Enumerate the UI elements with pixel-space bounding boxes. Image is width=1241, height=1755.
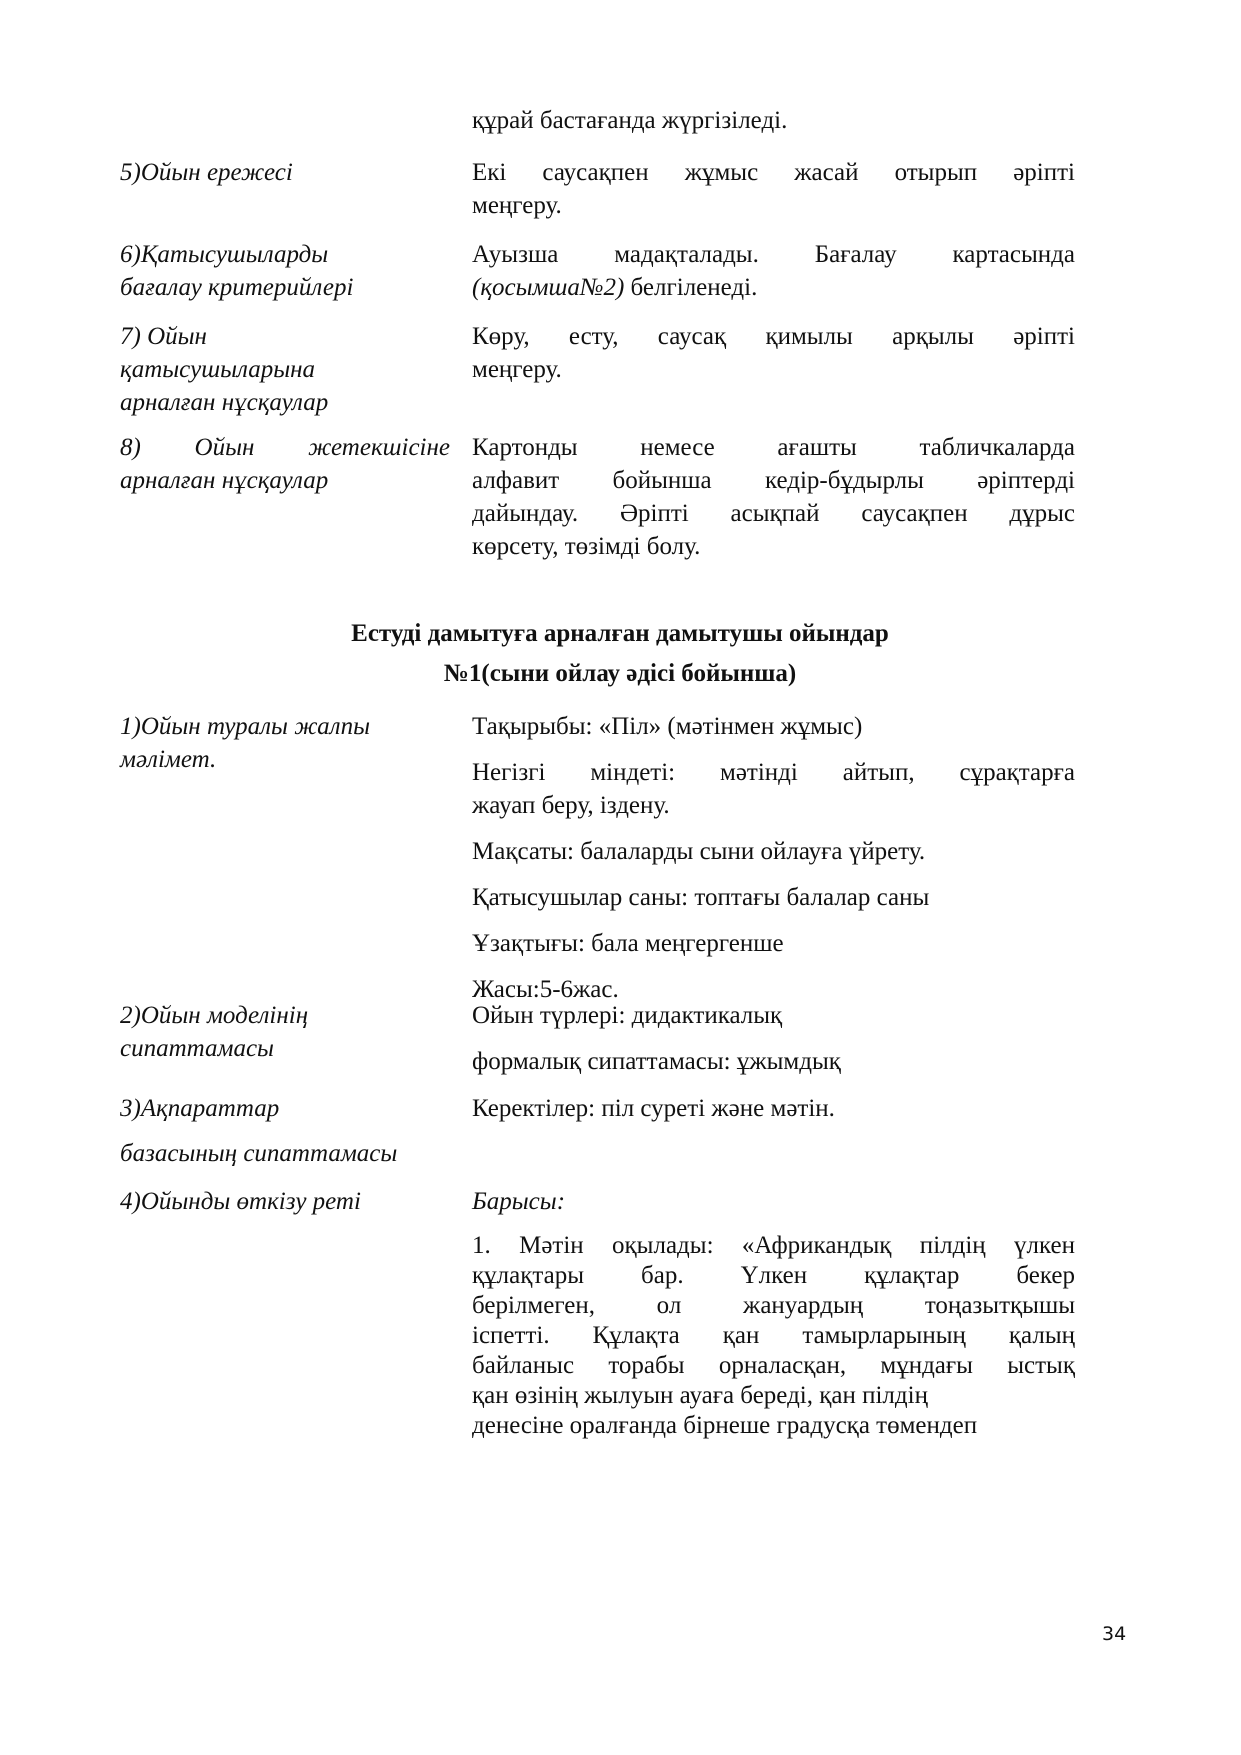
text-line: Керектілер: піл суреті және мәтін. — [472, 1095, 835, 1122]
row-value — [472, 710, 1075, 1006]
text-line: Картонды немесе ағашты табличкаларда — [472, 434, 1075, 461]
section-subheading: №1(сыни ойлау әдісі бойынша) — [443, 660, 797, 687]
label-line: 1)Ойын туралы жалпы — [120, 713, 370, 740]
row-label: 5)Ойын ережесі — [120, 159, 293, 186]
text-line: меңгеру. — [472, 356, 562, 383]
text-line: жауап беру, іздену. — [472, 792, 670, 819]
label-line: қатысушыларына — [120, 356, 316, 383]
row-value — [472, 156, 1075, 222]
paragraph — [472, 927, 1075, 960]
text-line: іспетті. Құлақта қан тамырларының қалың — [472, 1322, 1075, 1349]
row-label — [120, 1092, 450, 1170]
page-number: 34 — [1102, 1623, 1127, 1645]
paragraph — [472, 710, 1075, 743]
text-line: Негізгі міндеті: мәтінді айтып, сұрақтарға — [472, 759, 1075, 786]
row-value — [472, 320, 1075, 386]
text-line: көрсету, төзімді болу. — [472, 533, 701, 560]
label-line: бағалау критерийлері — [120, 274, 354, 301]
row-label — [120, 1185, 450, 1218]
row-label — [120, 238, 450, 304]
text-line: формалық сипаттамасы: ұжымдық — [472, 1048, 841, 1075]
text-line: құлақтары бар. Үлкен құлақтар бекер — [472, 1262, 1075, 1289]
label-line: мәлімет. — [120, 746, 217, 773]
text-line: Екі саусақпен жұмыс жасай отырып әріпті — [472, 159, 1075, 186]
paragraph — [472, 756, 1075, 822]
text-line: Көру, есту, саусақ қимылы арқылы әріпті — [472, 323, 1075, 350]
paragraph — [472, 1092, 1075, 1125]
label-line: базасының сипаттамасы — [120, 1140, 398, 1167]
section-heading: Естуді дамытуға арналған дамытушы ойындар — [351, 620, 889, 647]
text-line: денесіне оралғанда бірнеше градусқа төмендеп — [472, 1412, 978, 1439]
row-value — [472, 1185, 1075, 1441]
row-label — [120, 999, 450, 1065]
appendix-ref: (қосымша№2) — [472, 274, 625, 301]
text-line: Ауызша мадақталады. Бағалау картасында — [472, 241, 1075, 268]
row-value — [472, 999, 1075, 1078]
label-line: 2)Ойын моделінің — [120, 1002, 309, 1029]
text-line: Жасы:5-6жас. — [472, 976, 619, 1003]
text-line: байланыс торабы орналасқан, мұндағы ыстық — [472, 1352, 1075, 1379]
text-fragment: белгіленеді. — [624, 274, 758, 301]
text-line: берілмеген, ол жануардың тоңазытқышы — [472, 1292, 1075, 1319]
text-line: Ойын түрлері: дидактикалық — [472, 1002, 783, 1029]
continuation-text: құрай бастағанда жүргізіледі. — [472, 107, 788, 134]
text-line: Ұзақтығы: бала меңгергенше — [472, 930, 784, 957]
row-label — [120, 710, 450, 776]
paragraph — [472, 881, 1075, 914]
label-line: 3)Ақпараттар — [120, 1095, 280, 1122]
paragraph — [472, 1231, 1075, 1441]
text-line: алфавит бойынша кедір-бұдырлы әріптерді — [472, 467, 1075, 494]
row-value — [472, 431, 1075, 563]
row-value — [472, 238, 1075, 304]
text-line — [472, 271, 1075, 304]
text-line: 1. Мәтін оқылады: «Африкандық пілдің үлкен — [472, 1232, 1075, 1259]
text-line: Мақсаты: балаларды сыни ойлауға үйрету. — [472, 838, 926, 865]
text-line: меңгеру. — [472, 192, 562, 219]
paragraph — [472, 1045, 1075, 1078]
label-line: арналған нұсқаулар — [120, 467, 329, 494]
paragraph — [472, 1185, 1075, 1218]
row-label — [120, 320, 450, 419]
label-line: 7) Ойын — [120, 323, 207, 350]
text-line: дайындау. Әріпті асықпай саусақпен дұрыс — [472, 500, 1075, 527]
row-label — [120, 431, 450, 497]
text-line: қан өзінің жылуын ауаға береді, қан пілдің — [472, 1382, 928, 1409]
label-line: арналған нұсқаулар — [120, 389, 329, 416]
procedure-heading: Барысы: — [472, 1188, 566, 1215]
text-line: Қатысушылар саны: топтағы балалар саны — [472, 884, 930, 911]
paragraph — [472, 999, 1075, 1032]
label-line: 4)Ойынды өткізу реті — [120, 1188, 361, 1215]
label-line: 8) Ойын жетекшісіне — [120, 434, 450, 461]
text-line: Тақырыбы: «Піл» (мәтінмен жұмыс) — [472, 713, 863, 740]
paragraph — [472, 835, 1075, 868]
row-value — [472, 1092, 1075, 1125]
label-line: сипаттамасы — [120, 1035, 274, 1062]
label-line: 6)Қатысушыларды — [120, 241, 329, 268]
